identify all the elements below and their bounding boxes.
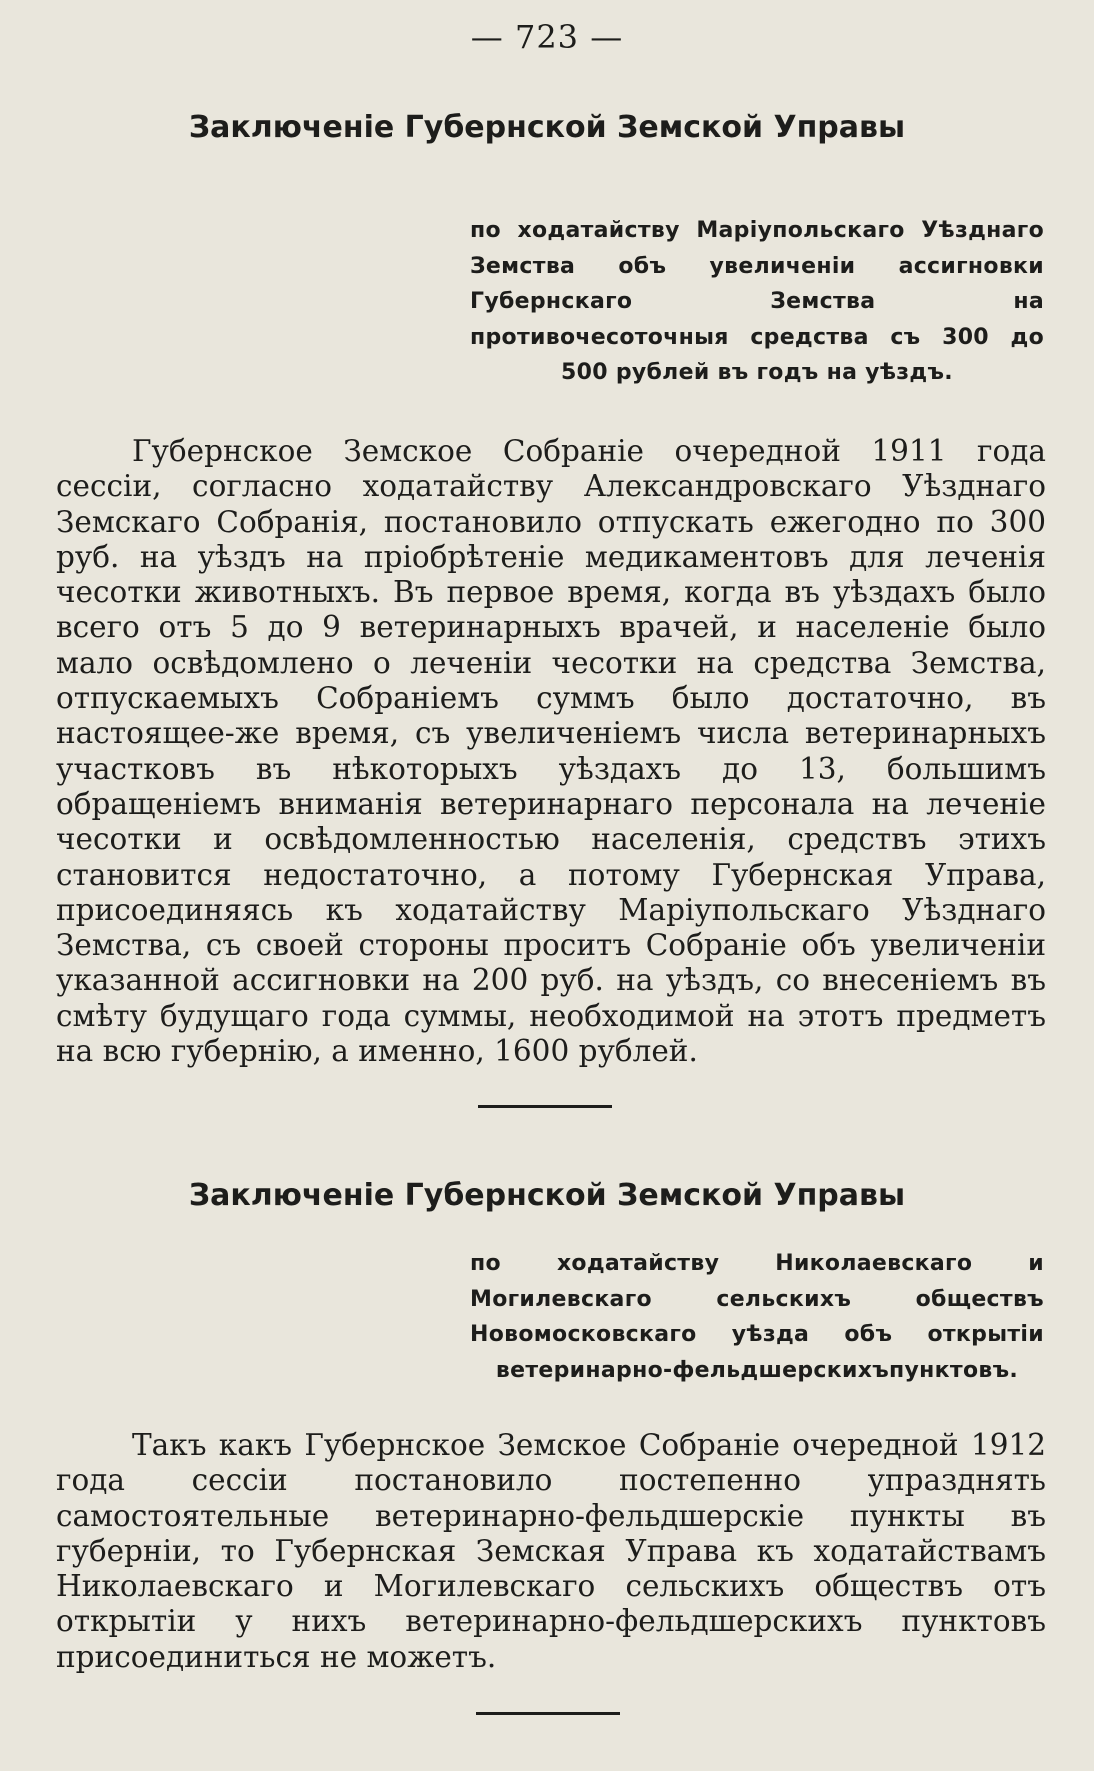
section-1-subject: по ходатайству Маріупольскаго Уѣзднаго Земства объ увеличеніи ассигновки Губернскаго Земства на противочесоточныя средства съ 300 до 500 рублей въ годъ на уѣздъ. — [470, 218, 1044, 385]
page-number: — 723 — — [470, 18, 624, 56]
section-divider — [478, 1105, 612, 1108]
section-1-body: Губернское Земское Собраніе очередной 1911 года сессіи, согласно ходатайству Александровскаго Уѣзднаго Земскаго Собранія, постановило отпускать ежегодно по 300 руб. на уѣздъ на пріобрѣтеніе медикаментовъ для леченія чесотки животныхъ. Въ первое время, когда въ уѣздахъ было всего отъ 5 до 9 ветеринарныхъ врачей, и населеніе было мало освѣдомлено о леченіи чесотки на средства Земства, отпускаемыхъ Собраніемъ суммъ было достаточно, въ настоящее-же время, съ увеличеніемъ числа ветеринарныхъ участковъ въ нѣкоторыхъ уѣздахъ до 13, большимъ обращеніемъ вниманія ветеринарнаго персонала на леченіе чесотки и освѣдомленностью населенія, средствъ этихъ становится недостаточно, а потому Губернская Управа, присоединяясь къ ходатайству Маріупольскаго Уѣзднаго Земства, съ своей стороны проситъ Собраніе объ увеличеніи указанной ассигновки на 200 руб. на уѣздъ, со внесеніемъ въ смѣту будущаго года суммы, необходимой на этотъ предметъ на всю губернію, а именно, 1600 рублей. — [56, 434, 1046, 1069]
section-2-subject: по ходатайству Николаевскаго и Могилевскаго сельскихъ обществъ Новомосковскаго уѣзда объ открытіи ветеринарно-фельдшерскихъпунктовъ. — [470, 1251, 1044, 1383]
section-2-heading: Заключеніе Губернской Земской Управы — [188, 1178, 906, 1213]
section-2-body: Такъ какъ Губернское Земское Собраніе очередной 1912 года сессіи постановило постепенно упразднять самостоятельные ветеринарно-фельдшерскіе пункты въ губерніи, то Губернская Земская Управа къ ходатайствамъ Николаевскаго и Могилевскаго сельскихъ обществъ отъ открытіи у нихъ ветеринарно-фельдшерскихъ пунктовъ присоединиться не можетъ. — [56, 1428, 1046, 1674]
end-divider — [476, 1712, 620, 1715]
section-1-heading: Заключеніе Губернской Земской Управы — [188, 110, 906, 145]
